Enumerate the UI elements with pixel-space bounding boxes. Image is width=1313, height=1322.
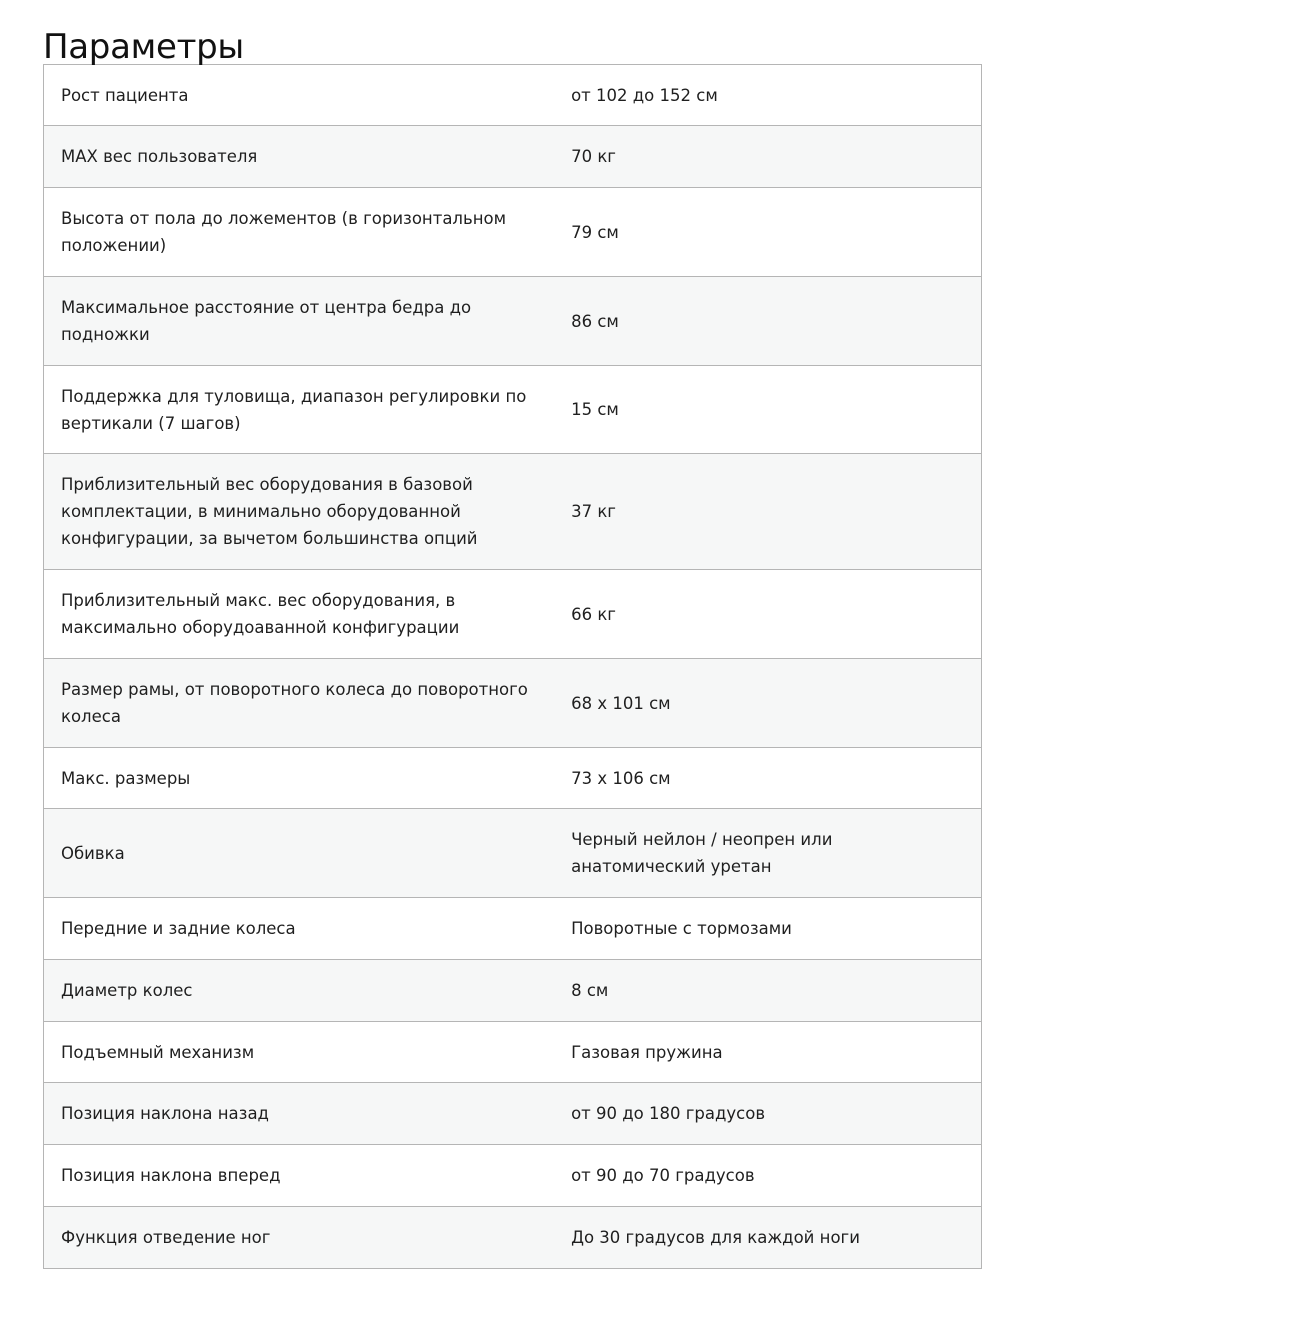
table-row — [44, 1145, 982, 1207]
table-row — [44, 366, 982, 454]
param-label: Обивка — [44, 809, 556, 898]
table-row — [44, 454, 982, 570]
param-value: Черный нейлон / неопрен или анатомический уретан — [555, 809, 981, 898]
param-label: Подъемный механизм — [44, 1022, 556, 1083]
parameters-section — [43, 0, 982, 1269]
table-row — [44, 659, 982, 748]
param-value: 66 кг — [555, 570, 981, 659]
param-value: 73 х 106 см — [555, 748, 981, 809]
param-value: 37 кг — [555, 454, 981, 570]
table-row — [44, 809, 982, 898]
table-row — [44, 748, 982, 809]
table-row — [44, 570, 982, 659]
table-row — [44, 1207, 982, 1269]
param-label: Приблизительный вес оборудования в базовой комплектации, в минимально оборудованной конфигурации, за вычетом большинства опций — [44, 454, 556, 570]
table-row — [44, 1083, 982, 1145]
table-row — [44, 188, 982, 277]
param-label: Функция отведение ног — [44, 1207, 556, 1269]
param-value: 70 кг — [555, 126, 981, 188]
param-value: от 90 до 180 градусов — [555, 1083, 981, 1145]
param-value: Поворотные с тормозами — [555, 898, 981, 960]
param-label: Приблизительный макс. вес оборудования, в максимально оборудоаванной конфигурации — [44, 570, 556, 659]
param-label: Рост пациента — [44, 65, 556, 126]
param-value: от 90 до 70 градусов — [555, 1145, 981, 1207]
table-row — [44, 960, 982, 1022]
table-row — [44, 126, 982, 188]
table-row — [44, 65, 982, 126]
page-title: Параметры — [43, 27, 244, 67]
param-label: Максимальное расстояние от центра бедра до подножки — [44, 277, 556, 366]
param-value: 8 см — [555, 960, 981, 1022]
param-value: от 102 до 152 см — [555, 65, 981, 126]
param-label: Диаметр колес — [44, 960, 556, 1022]
param-value: 86 см — [555, 277, 981, 366]
param-value: Газовая пружина — [555, 1022, 981, 1083]
table-row — [44, 277, 982, 366]
param-value: 68 х 101 см — [555, 659, 981, 748]
param-value: 15 см — [555, 366, 981, 454]
param-label: Поддержка для туловища, диапазон регулировки по вертикали (7 шагов) — [44, 366, 556, 454]
parameters-table — [43, 64, 982, 1269]
param-label: Позиция наклона вперед — [44, 1145, 556, 1207]
param-value: 79 см — [555, 188, 981, 277]
param-label: Передние и задние колеса — [44, 898, 556, 960]
param-label: Высота от пола до ложементов (в горизонтальном положении) — [44, 188, 556, 277]
param-label: MAX вес пользователя — [44, 126, 556, 188]
param-label: Макс. размеры — [44, 748, 556, 809]
table-row — [44, 1022, 982, 1083]
param-label: Размер рамы, от поворотного колеса до поворотного колеса — [44, 659, 556, 748]
param-value: До 30 градусов для каждой ноги — [555, 1207, 981, 1269]
table-row — [44, 898, 982, 960]
param-label: Позиция наклона назад — [44, 1083, 556, 1145]
